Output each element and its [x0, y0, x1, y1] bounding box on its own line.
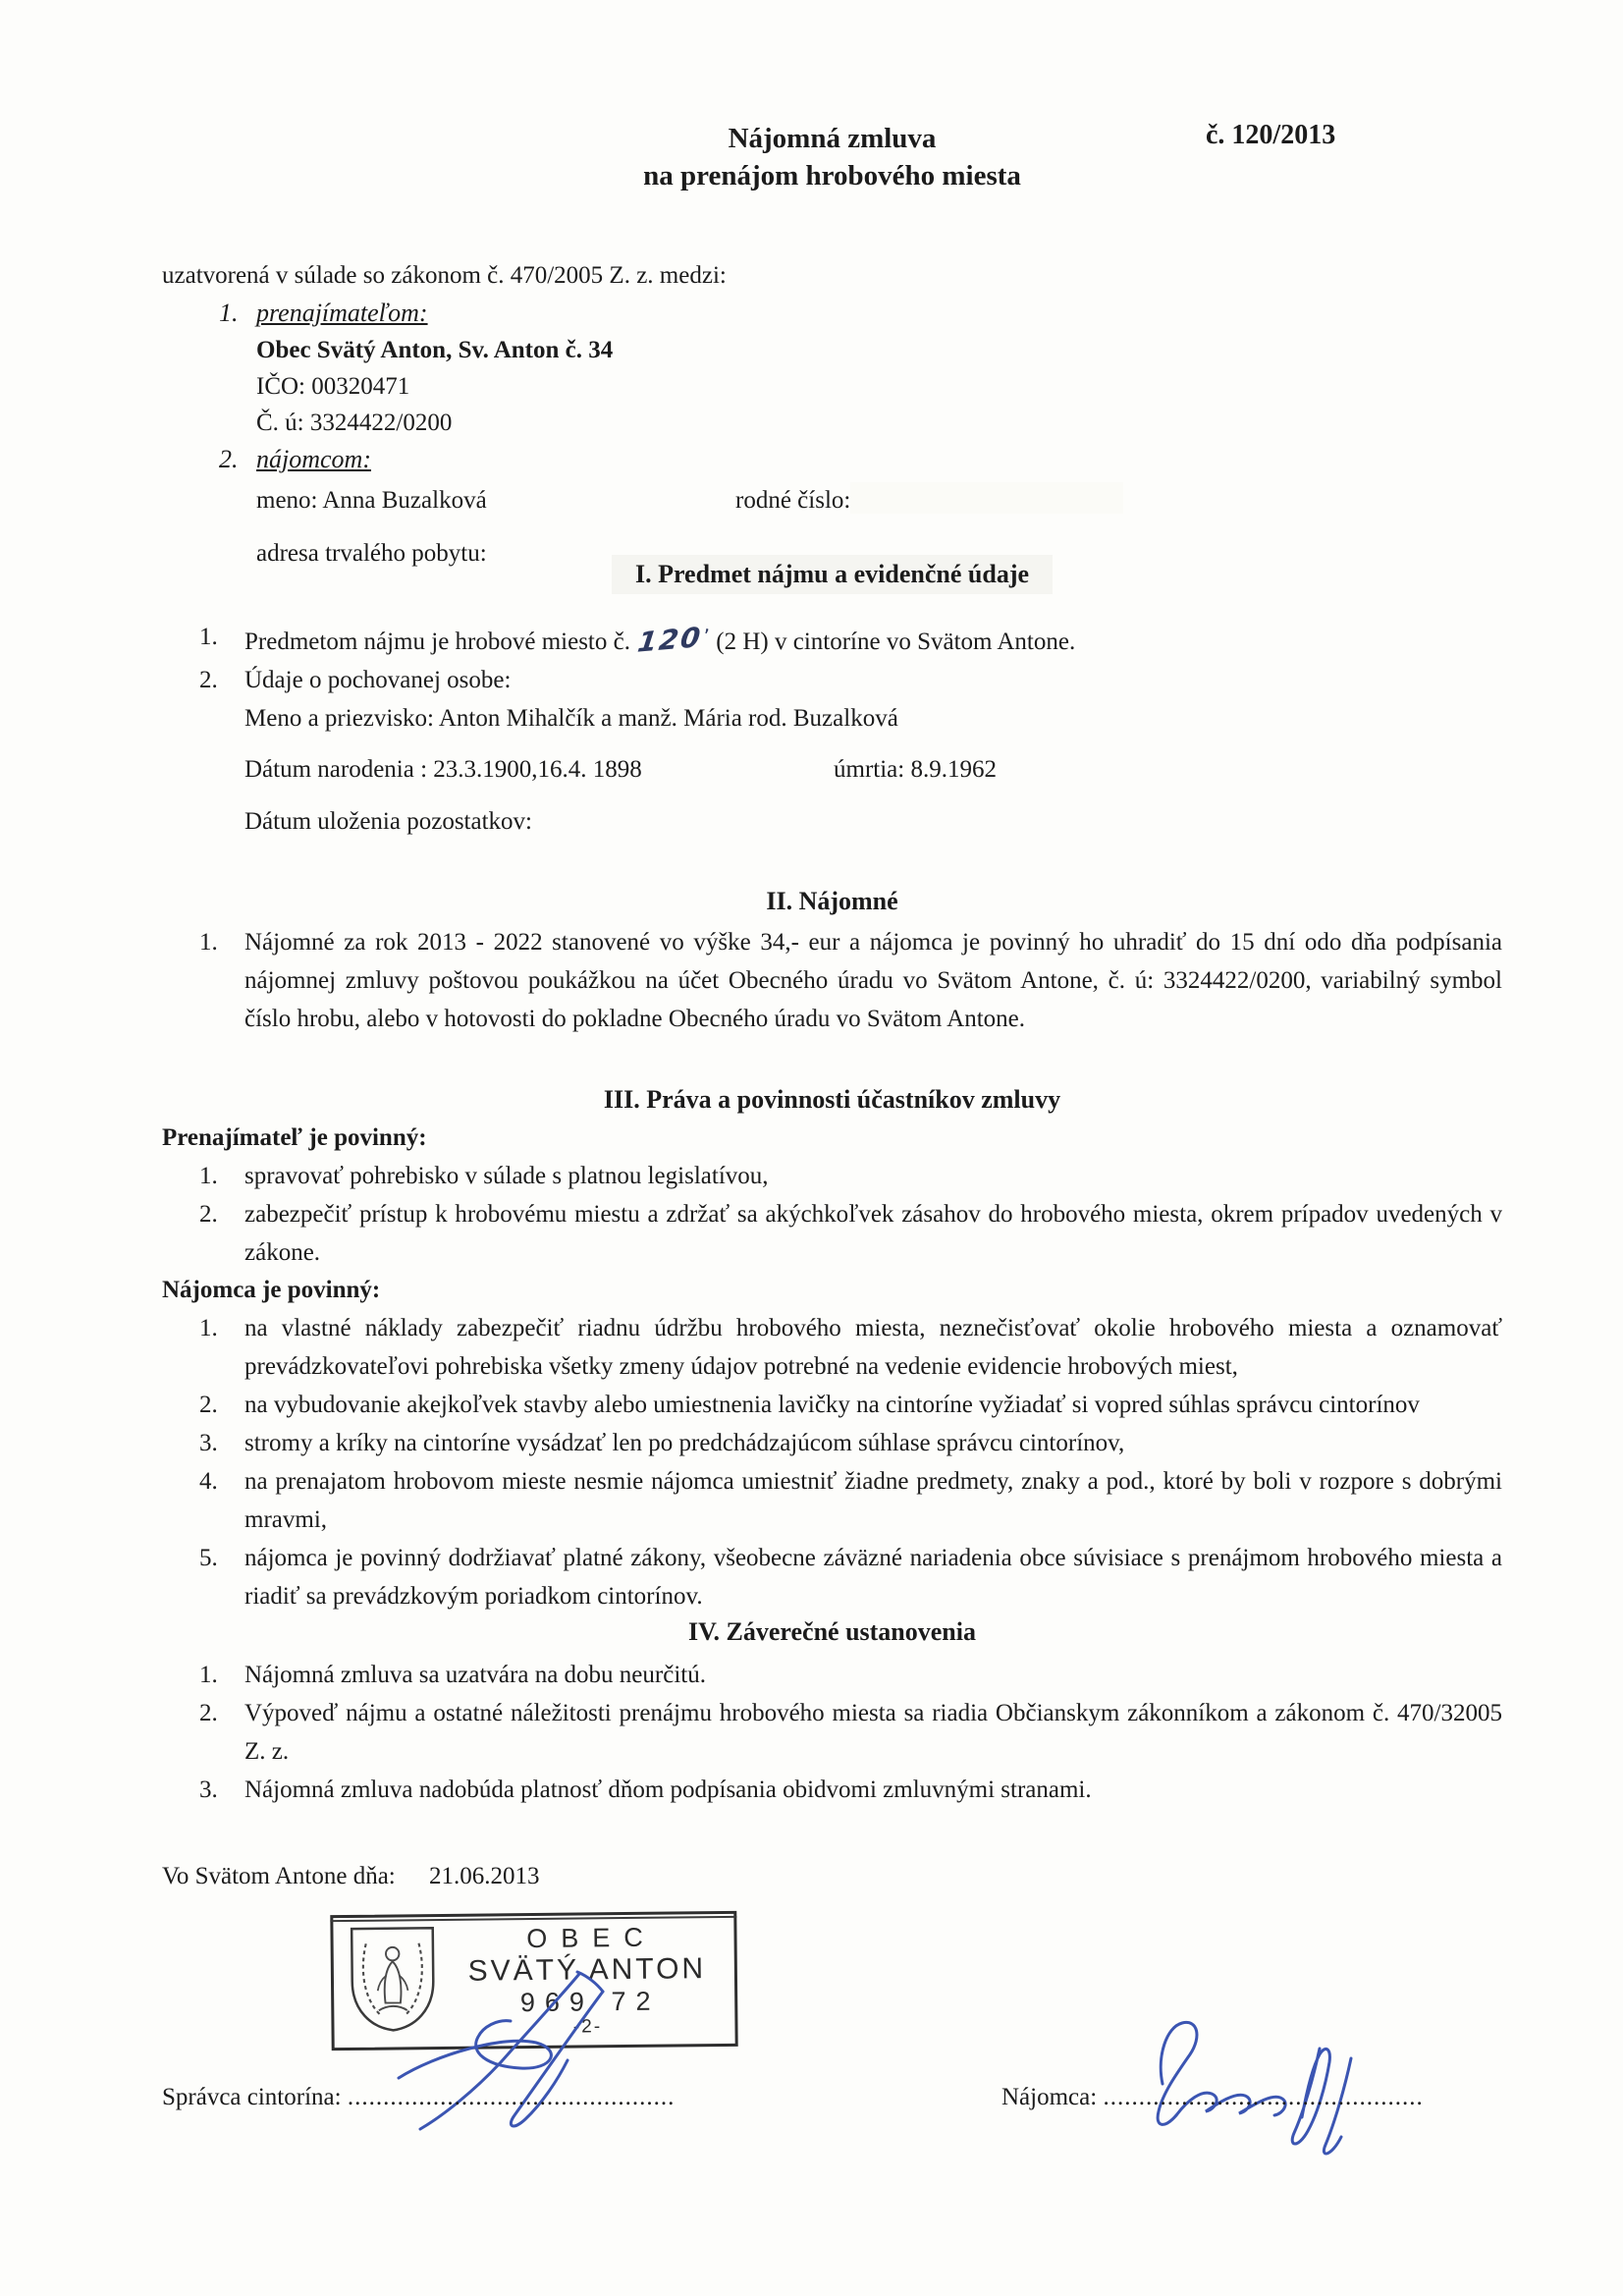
landlord-duties-label: Prenajímateľ je povinný:: [162, 1124, 427, 1151]
list-item-text: nájomca je povinný dodržiavať platné zákony, všeobecne záväzné nariadenia obce súvisiace s prenájmom hrobového miesta a riadiť sa prevádzkovým poriadkom cintorínov.: [244, 1545, 1502, 1610]
party-tenant-row: [162, 441, 1502, 478]
list-item-number: 1.: [199, 1315, 218, 1341]
section-i-heading-row: [162, 555, 1502, 594]
section-i-item-2: [162, 661, 1502, 699]
stamp-text: [439, 1923, 734, 2037]
list-item: [162, 1771, 1502, 1809]
list-item-text: [244, 618, 1502, 661]
title-line-1: Nájomná zmluva: [728, 123, 937, 154]
list-item-text: zabezpečiť prístup k hrobovému miestu a zdržať sa akýchkoľvek zásahov do hrobového miesta, okrem prípadov uvedených v zákone.: [244, 1201, 1502, 1266]
section-ii-heading: II. Nájomné: [766, 887, 898, 915]
tenant-name-field: meno: Anna Buzalková: [256, 487, 487, 514]
party-tenant-number: 2.: [219, 445, 239, 473]
list-item-text: Údaje o pochovanej osobe:: [244, 667, 512, 693]
coat-of-arms-icon: [345, 1922, 440, 2044]
section-i: [162, 555, 1502, 841]
section-iv-heading: IV. Záverečné ustanovenia: [688, 1617, 976, 1646]
party-landlord-row: [162, 295, 1502, 332]
section-iv: [162, 1613, 1502, 1809]
section-iii: [162, 1080, 1502, 1615]
caretaker-dotted-line: ..............................................: [347, 2084, 676, 2110]
list-item-text: na prenajatom hrobovom mieste nesmie nájomca umiestniť žiadne predmety, znaky a pod., ktoré by boli v rozpore s dobrými mravmi,: [244, 1468, 1502, 1533]
place-date-row: [162, 1858, 539, 1895]
section-iii-heading: III. Práva a povinnosti účastníkov zmluvy: [603, 1085, 1061, 1114]
section-ii-list: [162, 923, 1502, 1038]
handwritten-grave-number: 120: [635, 621, 705, 659]
landlord-ico: IČO: 00320471: [256, 373, 410, 400]
landlord-name: Obec Svätý Anton, Sv. Anton č. 34: [256, 337, 614, 363]
landlord-account: Č. ú: 3324422/0200: [256, 410, 453, 436]
section-i-item-1: [162, 618, 1502, 661]
list-item-text: stromy a kríky na cintoríne vysádzať len po predchádzajúcom súhlase správcu cintorínov,: [244, 1430, 1125, 1456]
list-item-number: 1.: [199, 624, 218, 650]
stamp-line-village: SVÄTÝ ANTON: [467, 1951, 707, 1988]
grave-item-before: Predmetom nájmu je hrobové miesto č.: [244, 629, 630, 655]
party-landlord-number: 1.: [219, 299, 239, 327]
list-item-number: 2.: [199, 1700, 218, 1726]
list-item-number: 5.: [199, 1545, 218, 1571]
handwritten-mark: ʼ: [703, 625, 711, 648]
tenant-duties-label: Nájomca je povinný:: [162, 1277, 381, 1303]
list-item: [162, 1462, 1502, 1539]
list-item-text: Nájomná zmluva nadobúda platnosť dňom podpísania obidvomi zmluvnými stranami.: [244, 1777, 1092, 1803]
list-item: [162, 1157, 1502, 1195]
list-item-number: 1.: [199, 1163, 218, 1189]
final-provisions-list: [162, 1656, 1502, 1809]
redaction-box: [850, 482, 1123, 514]
list-item-text: na vybudovanie akejkoľvek stavby alebo umiestnenia lavičky na cintoríne vyžiadať si vopred súhlas správcu cintorínov: [244, 1392, 1420, 1418]
party-landlord-label: prenajímateľom:: [256, 299, 428, 327]
tenant-address-label: adresa trvalého pobytu:: [256, 540, 487, 567]
tenant-dotted-line: .............................................: [1103, 2084, 1424, 2110]
section-ii: [162, 882, 1502, 1038]
grave-item-after: (2 H) v cintoríne vo Svätom Antone.: [716, 629, 1076, 655]
title-line-2: na prenájom hrobového miesta: [643, 160, 1021, 191]
stamp-line-zip: 969 72: [519, 1986, 661, 2017]
list-item-text: Výpoveď nájmu a ostatné náležitosti prenájmu hrobového miesta sa riadia Občianskym zákonníkom a zákonom č. 470/32005 Z. z.: [244, 1700, 1502, 1765]
list-item-number: 2.: [199, 667, 218, 693]
list-item: [162, 1539, 1502, 1615]
list-item-number: 1.: [199, 929, 218, 956]
party-tenant-label: nájomcom:: [256, 445, 371, 473]
birth-number-label: rodné číslo:: [735, 487, 851, 514]
place-label: Vo Svätom Antone dňa:: [162, 1863, 396, 1889]
list-item-number: 1.: [199, 1662, 218, 1688]
section-i-heading: I. Predmet nájmu a evidenčné údaje: [612, 555, 1053, 594]
death-date-field: úmrtia: 8.9.1962: [834, 756, 997, 783]
signing-date: 21.06.2013: [428, 1863, 540, 1889]
stamp-line-number: -2-: [572, 2015, 603, 2038]
list-item-number: 3.: [199, 1777, 218, 1803]
intro-block: [162, 257, 1502, 573]
list-item: [162, 1424, 1502, 1462]
document-title: [162, 120, 1502, 194]
tenant-label: Nájomca:: [1001, 2084, 1098, 2110]
birth-date-field: Dátum narodenia : 23.3.1900,16.4. 1898: [244, 756, 642, 783]
tenant-name-row: [256, 482, 1502, 519]
list-item: [162, 1195, 1502, 1272]
list-item-number: 3.: [199, 1430, 218, 1456]
list-item-number: 2.: [199, 1392, 218, 1418]
list-item-text: spravovať pohrebisko v súlade s platnou legislatívou,: [244, 1163, 769, 1189]
tenant-duties-list: [162, 1309, 1502, 1615]
list-item-text: Nájomné za rok 2013 - 2022 stanovené vo výške 34,- eur a nájomca je povinný ho uhradiť do 15 dní odo dňa podpísania nájomnej zmluvy poštovou poukážkou na účet Obecného úradu vo Svätom Antone, č. ú: 3324422/0200, variabilný symbol číslo hrobu, alebo v hotovosti do pokladne Obecného úradu vo Svätom Antone.: [244, 929, 1502, 1032]
tenant-signature-line: [1001, 2078, 1424, 2117]
buried-person-name: Meno a priezvisko: Anton Mihalčík a manž. Mária rod. Buzalková: [244, 705, 898, 732]
list-item: [162, 1694, 1502, 1771]
list-item-text: Nájomná zmluva sa uzatvára na dobu neurčitú.: [244, 1662, 706, 1688]
list-item: [162, 1309, 1502, 1386]
intro-text: uzatvorená v súlade so zákonom č. 470/2005 Z. z. medzi:: [162, 262, 727, 289]
municipal-stamp: [330, 1911, 737, 2050]
list-item-number: 4.: [199, 1468, 218, 1495]
document-number: č. 120/2013: [1206, 120, 1336, 150]
list-item-text: na vlastné náklady zabezpečiť riadnu údržbu hrobového miesta, neznečisťovať okolie hrobového miesta a oznamovať prevádzkovateľovi pohrebiska všetky zmeny údajov potrebné na vedenie evidencie hrobových miest,: [244, 1315, 1502, 1380]
list-item-number: 2.: [199, 1201, 218, 1228]
caretaker-signature-line: [162, 2078, 675, 2117]
dates-row: [244, 751, 1502, 789]
burial-date-label: Dátum uloženia pozostatkov:: [244, 808, 532, 835]
stamp-line-obec: OBEC: [526, 1922, 657, 1953]
list-item: [162, 1656, 1502, 1694]
caretaker-label: Správca cintorína:: [162, 2084, 342, 2110]
list-item: [162, 1386, 1502, 1424]
landlord-duties-list: [162, 1157, 1502, 1272]
list-item: [162, 923, 1502, 1038]
